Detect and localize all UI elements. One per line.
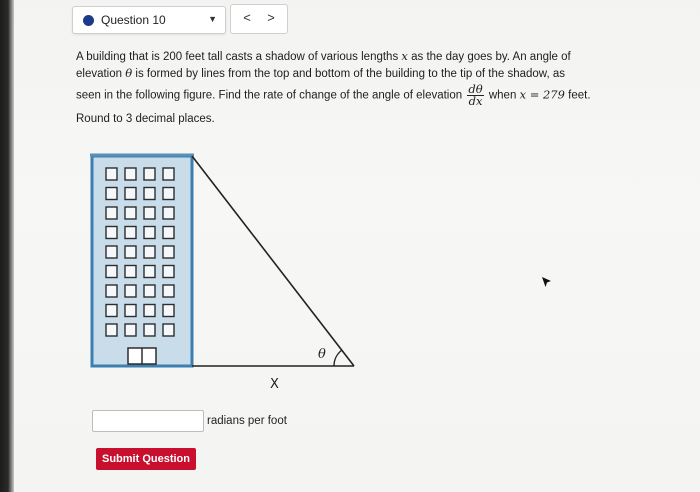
building-window xyxy=(106,246,117,258)
building-window xyxy=(106,324,117,336)
building-window xyxy=(144,207,155,219)
building-window xyxy=(125,246,136,258)
problem-line-2: elevation θ is formed by lines from the top and bottom of the building to the tip of the shadow, as xyxy=(76,66,565,80)
building-window xyxy=(125,207,136,219)
question-status-dot-icon xyxy=(83,15,94,26)
question-selector[interactable] xyxy=(72,6,226,34)
problem-line-1: A building that is 200 feet tall casts a shadow of various lengths x as the day goes by. An angle of xyxy=(76,49,571,63)
building-window xyxy=(125,324,136,336)
theta-label: θ xyxy=(318,347,326,362)
answer-unit-label: radians per foot xyxy=(207,415,287,427)
building-window xyxy=(106,168,117,180)
building-window xyxy=(144,168,155,180)
building-window xyxy=(163,266,174,278)
hypotenuse-line xyxy=(192,156,354,366)
building-window xyxy=(144,266,155,278)
page xyxy=(14,0,700,492)
building-window xyxy=(144,246,155,258)
question-label: Question 10 xyxy=(101,13,166,27)
question-nav xyxy=(230,4,288,34)
building-window xyxy=(106,305,117,317)
building-window xyxy=(163,207,174,219)
angle-arc xyxy=(334,350,342,366)
submit-question-button[interactable]: Submit Question xyxy=(96,448,196,470)
building-window xyxy=(144,324,155,336)
building-window xyxy=(163,188,174,200)
var-x: x xyxy=(401,49,408,63)
building-window xyxy=(144,305,155,317)
building-window xyxy=(163,324,174,336)
building-window xyxy=(125,188,136,200)
building-shadow-figure xyxy=(84,148,364,393)
building-window xyxy=(125,285,136,297)
building-window xyxy=(125,168,136,180)
building xyxy=(90,155,194,366)
building-window xyxy=(144,285,155,297)
problem-line-3: seen in the following figure. Find the rate of change of the angle of elevation $\frac{d\theta}{dx}$ when x = 279 feet. xyxy=(76,82,591,108)
building-window xyxy=(144,188,155,200)
building-window xyxy=(106,227,117,239)
caret-down-icon: ▼ xyxy=(208,14,217,24)
derivative-fraction: $\frac{d\theta}{dx}$ xyxy=(468,82,483,108)
previous-question-button[interactable]: < xyxy=(243,10,251,25)
answer-input[interactable] xyxy=(92,410,204,432)
building-window xyxy=(163,168,174,180)
problem-line-4: Round to 3 decimal places. xyxy=(76,113,215,125)
building-window xyxy=(125,266,136,278)
building-window xyxy=(125,227,136,239)
building-window xyxy=(163,285,174,297)
building-window xyxy=(144,227,155,239)
building-window xyxy=(106,207,117,219)
problem-statement xyxy=(76,48,636,127)
building-window xyxy=(163,246,174,258)
building-window xyxy=(163,305,174,317)
building-window xyxy=(125,305,136,317)
building-window xyxy=(106,266,117,278)
building-window xyxy=(106,188,117,200)
shadow-length-label: X xyxy=(270,377,279,392)
next-question-button[interactable]: > xyxy=(267,10,275,25)
condition-expression: x = 279 xyxy=(519,87,565,102)
mouse-cursor-icon xyxy=(541,276,553,290)
building-window xyxy=(106,285,117,297)
var-theta: θ xyxy=(125,66,133,80)
building-window xyxy=(163,227,174,239)
